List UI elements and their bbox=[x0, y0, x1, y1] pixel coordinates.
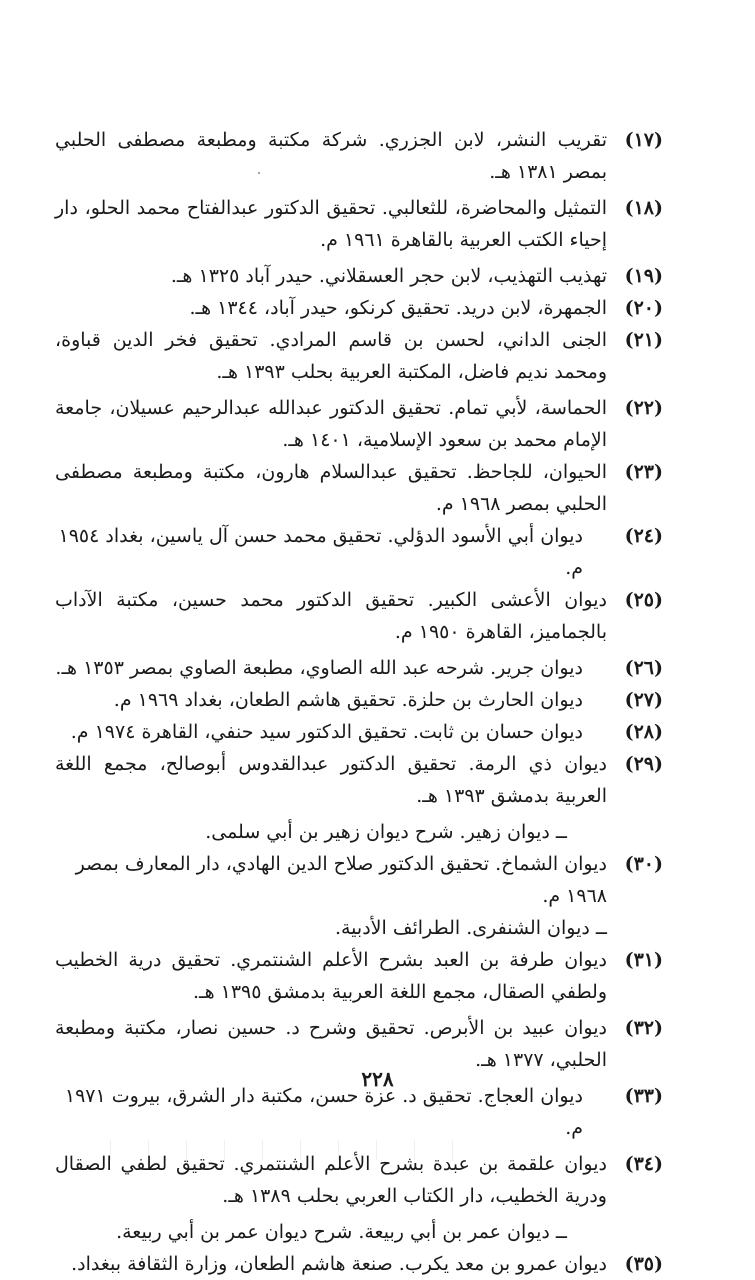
scan-artifacts bbox=[110, 1140, 470, 1160]
bibliography-entry-35 bbox=[55, 1248, 663, 1280]
bibliography-entry-17 bbox=[55, 124, 663, 188]
bibliography-entry-18 bbox=[55, 192, 663, 256]
entry-text: ــ ديوان عمر بن أبي ربيعة. شرح ديوان عمر بن أبي ربيعة. bbox=[116, 1221, 567, 1243]
entry-text: ديوان العجاج. تحقيق د. عزة حسن، مكتبة دار الشرق، بيروت ١٩٧١ م. bbox=[64, 1085, 583, 1139]
entry-text: تهذيب التهذيب، لابن حجر العسقلاني. حيدر آباد ١٣٢٥ هـ. bbox=[170, 265, 607, 287]
entry-number: ( ٣٠ ) bbox=[607, 848, 663, 880]
bibliography-entry-24 bbox=[55, 520, 663, 584]
entry-number: ( ٣٣ ) bbox=[607, 1080, 663, 1112]
entry-number: ( ١٩ ) bbox=[607, 260, 663, 292]
entry-number: ( ٢٦ ) bbox=[607, 652, 663, 684]
bibliography-cross-reference bbox=[55, 1216, 663, 1248]
bibliography-entry-20 bbox=[55, 292, 663, 324]
entry-number: ( ٣٢ ) bbox=[607, 1012, 663, 1044]
bibliography-entry-26 bbox=[55, 652, 663, 684]
entry-text: ديوان حسان بن ثابت. تحقيق الدكتور سيد حنفي، القاهرة ١٩٧٤ م. bbox=[70, 721, 583, 743]
bibliography-entry-19 bbox=[55, 260, 663, 292]
entry-text: ديوان جرير. شرحه عبد الله الصاوي، مطبعة الصاوي بمصر ١٣٥٣ هـ. bbox=[55, 657, 583, 679]
bibliography-entry-27 bbox=[55, 684, 663, 716]
entry-text: ــ ديوان الشنفرى. الطرائف الأدبية. bbox=[334, 917, 607, 939]
entry-text: الحيوان، للجاحظ. تحقيق عبدالسلام هارون، مكتبة ومطبعة مصطفى الحلبي بمصر ١٩٦٨ م. bbox=[55, 461, 607, 515]
entry-text: الجمهرة، لابن دريد. تحقيق كرنكو، حيدر آباد، ١٣٤٤ هـ. bbox=[189, 297, 607, 319]
entry-number: ( ٢٣ ) bbox=[607, 456, 663, 488]
bibliography-entry-28 bbox=[55, 716, 663, 748]
bibliography-entry-22 bbox=[55, 392, 663, 456]
entry-number: ( ٢٩ ) bbox=[607, 748, 663, 780]
entry-number: ( ٣٥ ) bbox=[607, 1248, 663, 1280]
bibliography-cross-reference bbox=[55, 912, 663, 944]
entry-number: ( ٢٨ ) bbox=[607, 716, 663, 748]
entry-text: ديوان أبي الأسود الدؤلي. تحقيق محمد حسن آل ياسين، بغداد ١٩٥٤ م. bbox=[58, 525, 583, 579]
entry-text: ديوان ذي الرمة. تحقيق الدكتور عبدالقدوس أبوصالح، مجمع اللغة العربية بدمشق ١٣٩٣ هـ. bbox=[55, 753, 607, 807]
entry-number: ( ٢٢ ) bbox=[607, 392, 663, 424]
entry-text: ــ ديوان زهير. شرح ديوان زهير بن أبي سلمى. bbox=[205, 821, 567, 843]
entry-text: الجنى الداني، لحسن بن قاسم المرادي. تحقيق فخر الدين قباوة، ومحمد نديم فاضل، المكتبة العربية بحلب ١٣٩٣ هـ. bbox=[55, 329, 607, 383]
entry-text: ديوان طرفة بن العبد بشرح الأعلم الشنتمري. تحقيق درية الخطيب ولطفي الصقال، مجمع اللغة العربية بدمشق ١٣٩٥ هـ. bbox=[55, 949, 607, 1003]
bibliography-list bbox=[55, 124, 663, 1280]
entry-number: ( ٢١ ) bbox=[607, 324, 663, 356]
bibliography-entry-30 bbox=[55, 848, 663, 912]
bibliography-entry-21 bbox=[55, 324, 663, 388]
entry-text: التمثيل والمحاضرة، للثعالبي. تحقيق الدكتور عبدالفتاح محمد الحلو، دار إحياء الكتب العربية بالقاهرة ١٩٦١ م. bbox=[55, 197, 607, 251]
entry-number: ( ٢٧ ) bbox=[607, 684, 663, 716]
bibliography-entry-23 bbox=[55, 456, 663, 520]
entry-text: ديوان الحارث بن حلزة. تحقيق هاشم الطعان، بغداد ١٩٦٩ م. bbox=[113, 689, 583, 711]
entry-number: ( ٢٥ ) bbox=[607, 584, 663, 616]
entry-number: ( ٢٠ ) bbox=[607, 292, 663, 324]
entry-text: ديوان الأعشى الكبير. تحقيق الدكتور محمد حسين، مكتبة الآداب بالجماميز، القاهرة ١٩٥٠ م. bbox=[55, 589, 607, 643]
entry-number: ( ١٨ ) bbox=[607, 192, 663, 224]
entry-number: ( ٢٤ ) bbox=[607, 520, 663, 552]
entry-text: ديوان الشماخ. تحقيق الدكتور صلاح الدين الهادي، دار المعارف بمصر ١٩٦٨ م. bbox=[75, 853, 607, 907]
bibliography-entry-25 bbox=[55, 584, 663, 648]
bibliography-entry-29 bbox=[55, 748, 663, 812]
entry-number: ( ٣١ ) bbox=[607, 944, 663, 976]
page-number: ٢٢٨ bbox=[361, 1067, 394, 1091]
entry-text: تقريب النشر، لابن الجزري. شركة مكتبة ومطبعة مصطفى الحلبي بمصر ١٣٨١ هـ. bbox=[55, 129, 607, 183]
bibliography-entry-31 bbox=[55, 944, 663, 1008]
entry-number: ( ١٧ ) bbox=[607, 124, 663, 156]
entry-text: ديوان عمرو بن معد يكرب. صنعة هاشم الطعان، وزارة الثقافة ببغداد. bbox=[71, 1253, 607, 1275]
entry-number: ( ٣٤ ) bbox=[607, 1148, 663, 1180]
entry-text: ديوان عبيد بن الأبرص. تحقيق وشرح د. حسين نصار، مكتبة ومطبعة الحلبي، ١٣٧٧ هـ. bbox=[55, 1017, 607, 1071]
bibliography-cross-reference bbox=[55, 816, 663, 848]
entry-text: الحماسة، لأبي تمام. تحقيق الدكتور عبدالله عبدالرحيم عسيلان، جامعة الإمام محمد بن سعود الإسلامية، ١٤٠١ هـ. bbox=[55, 397, 607, 451]
entry-text: ديوان علقمة بن عبدة بشرح الأعلم الشنتمري. تحقيق لطفي الصقال ودرية الخطيب، دار الكتاب العربي بحلب ١٣٨٩ هـ. bbox=[55, 1153, 607, 1207]
